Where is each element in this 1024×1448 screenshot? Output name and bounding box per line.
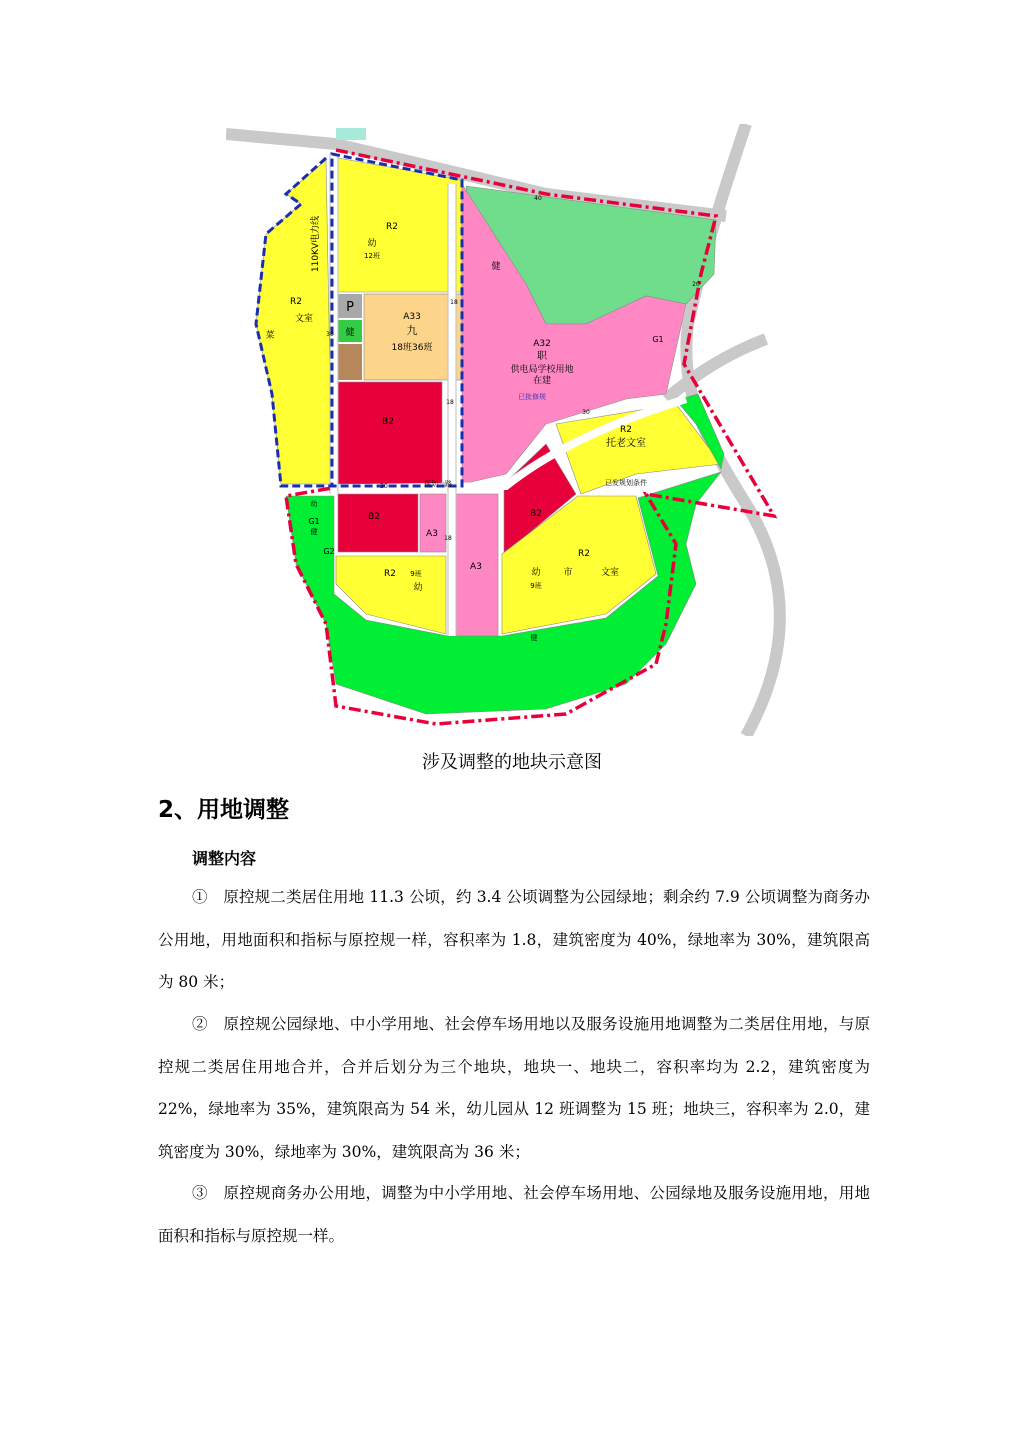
label-r2-north-classes: 12班 — [364, 252, 380, 260]
label-g2: G2 — [323, 547, 335, 556]
label-g1-health: 健 — [310, 528, 318, 536]
road-width-30c: 30 — [582, 409, 590, 416]
land-use-map — [226, 124, 806, 736]
label-r2-se-classes: 9班 — [530, 582, 542, 590]
label-a33-school: 九 — [406, 324, 418, 337]
parcel-b2-sw — [338, 494, 418, 552]
label-a33: A33 — [403, 312, 421, 322]
label-r2-west-icons: 文室 — [294, 314, 314, 324]
label-r2-sw: R2 — [384, 569, 396, 579]
label-a32-name: 供电局学校用地 — [510, 365, 574, 375]
label-r2-east-note: 已发规划条件 — [605, 479, 647, 487]
label-g1-east: G1 — [652, 335, 664, 344]
label-r2-north: R2 — [386, 222, 398, 232]
label-a32-icon: 职 — [537, 351, 547, 362]
label-health-park: 健 — [491, 262, 501, 272]
road-width-18b: 18 — [446, 399, 454, 406]
label-r2-west-icons2: 菜 — [265, 331, 275, 341]
label-a3-small: A3 — [426, 529, 438, 539]
label-r2-se: R2 — [578, 549, 590, 559]
label-r2-sw-kindergarten: 幼 — [413, 583, 423, 593]
figure-caption: 涉及调整的地块示意图 — [422, 752, 602, 773]
paragraph-2: ② 原控规公园绿地、中小学用地、社会停车场用地以及服务设施用地调整为二类居住用地，与原控规二类居住用地合并，合并后划分为三个地块，地块一、地块二，容积率均为 2.2，建筑密度为 22%，绿地率为 35%，建筑限高为 54 米，幼儿园从 12 班调整为 15 班；地块三，容积率为 2.0，建筑密度为 30%，绿地率为 30%，建筑限高为 36 米； — [158, 1015, 870, 1161]
label-g1: G1 — [308, 517, 320, 526]
label-r2-se-icons2: 市 — [563, 568, 573, 578]
water-strip — [336, 128, 366, 140]
paragraph-1: ① 原控规二类居住用地 11.3 公顷，约 3.4 公顷调整为公园绿地；剩余约 7.9 公顷调整为商务办公用地，用地面积和指标与原控规一样，容积率为 1.8，建筑密度为 40%，绿地率为 30%，建筑限高为 80 米； — [158, 888, 870, 991]
parcel-service — [338, 344, 362, 380]
label-a32-note: 已批修规 — [518, 393, 546, 401]
label-power-line: 110KV电力线 — [311, 215, 321, 273]
road-width-18c: 18 — [444, 535, 452, 542]
label-r2-se-icons3: 文室 — [600, 568, 620, 578]
label-kindergarten-tag: 幼 — [310, 500, 318, 508]
label-parking: P — [346, 300, 354, 315]
label-b2-center: B2 — [530, 509, 542, 519]
road-width-30a: 30 — [326, 331, 334, 338]
parcel-a3-small — [420, 494, 446, 552]
section-subtitle: 调整内容 — [192, 849, 257, 868]
label-b2-west: B2 — [382, 417, 394, 427]
label-health-small: 健 — [345, 328, 355, 338]
label-health-south: 健 — [530, 634, 538, 642]
road-width-30b: 30 — [380, 483, 388, 490]
road-width-20: 20 — [692, 281, 700, 288]
road-width-18a: 18 — [450, 299, 458, 306]
road-width-40: 40 — [534, 195, 542, 202]
parcel-r2-north — [338, 158, 462, 292]
parcel-b2-west — [338, 382, 442, 484]
paragraph-3: ③ 原控规商务办公用地，调整为中小学用地、社会停车场用地、公园绿地及服务设施用地，用地面积和指标与原控规一样。 — [158, 1184, 870, 1245]
label-a33-classes: 18班36班 — [391, 343, 433, 353]
label-a3-mid: A3 — [470, 562, 482, 572]
label-r2-east-icons: 托老文室 — [606, 438, 646, 449]
label-r2-north-kindergarten: 幼 — [367, 239, 377, 249]
label-r2-west: R2 — [290, 297, 302, 307]
label-a32: A32 — [533, 339, 551, 349]
label-r2-east: R2 — [620, 425, 632, 435]
label-a32-status: 在建 — [532, 376, 552, 386]
label-road-name: 规划一路 — [424, 480, 452, 488]
label-b2-sw: B2 — [368, 512, 380, 522]
label-r2-sw-classes: 9班 — [410, 570, 422, 578]
parcel-a33 — [364, 294, 462, 380]
section-title: 2、用地调整 — [158, 797, 290, 823]
label-r2-se-icons1: 幼 — [531, 568, 541, 578]
